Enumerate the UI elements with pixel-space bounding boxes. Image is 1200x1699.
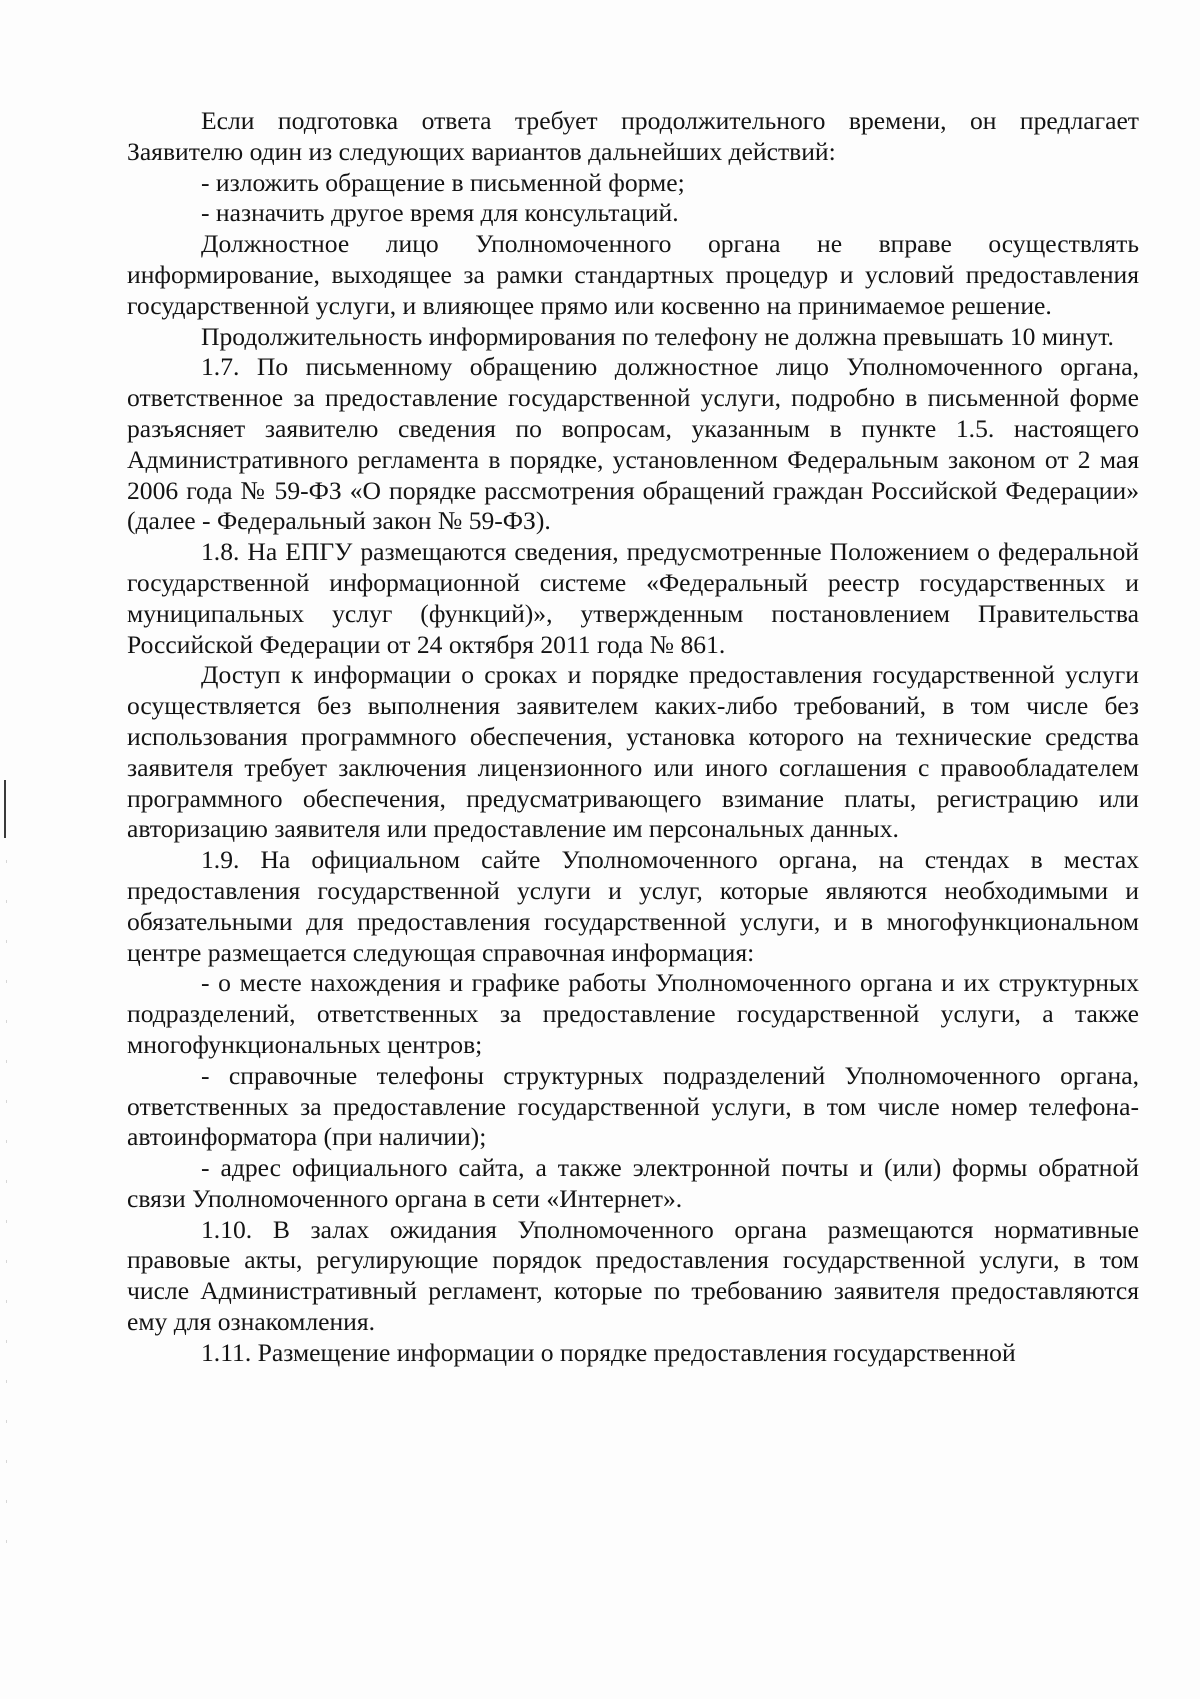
paragraph-1-7: 1.7. По письменному обращению должностное лицо Уполномоченного органа, ответственное за предоставление государственной услуги, подробно в письменной форме разъясняет заявителю сведения по вопросам, указанным в пункте 1.5. настоящего Административного регламента в порядке, установленном Федеральным законом от 2 мая 2006 года № 59-ФЗ «О порядке рассмотрения обращений граждан Российской Федерации» (далее - Федеральный закон № 59-ФЗ). [127,352,1139,536]
list-item-phones: - справочные телефоны структурных подразделений Уполномоченного органа, ответственных за предоставление государственной услуги, в том числе номер телефона-автоинформатора (при наличии); [127,1060,1139,1152]
document-body [127,106,1139,1369]
paragraph-access-info: Доступ к информации о сроках и порядке предоставления государственной услуги осуществляется без выполнения заявителем каких-либо требований, в том числе без использования программного обеспечения, установка которого на технические средства заявителя требует заключения лицензионного или иного соглашения с правообладателем программного обеспечения, предусматривающего взимание платы, регистрацию или авторизацию заявителя или предоставление им персональных данных. [127,660,1139,844]
list-item-other-time: - назначить другое время для консультаций. [201,198,679,228]
paragraph-consultation-time: Если подготовка ответа требует продолжительного времени, он предлагает Заявителю один из следующих вариантов дальнейших действий: [127,106,1139,166]
paragraph-1-11: 1.11. Размещение информации о порядке предоставления государственной [201,1337,1016,1367]
scan-edge-mark [4,780,6,838]
paragraph-1-9: 1.9. На официальном сайте Уполномоченного органа, на стендах в местах предоставления государственной услуги и услуг, которые являются необходимыми и обязательными для предоставления государственной услуги, и в многофункциональном центре размещается следующая справочная информация: [127,845,1139,967]
paragraph-1-10: 1.10. В залах ожидания Уполномоченного органа размещаются нормативные правовые акты, регулирующие порядок предоставления государственной услуги, в том числе Административный регламент, которые по требованию заявителя предоставляются ему для ознакомления. [127,1214,1139,1337]
paragraph-phone-duration: Продолжительность информирования по телефону не должна превышать 10 минут. [201,321,1114,351]
paragraph-official-restriction: Должностное лицо Уполномоченного органа не вправе осуществлять информирование, выходящее за рамки стандартных процедур и условий предоставления государственной услуги, и влияющее прямо или косвенно на принимаемое решение. [127,229,1139,320]
list-item-written-form: - изложить обращение в письменной форме; [201,167,685,197]
list-item-location-schedule: - о месте нахождения и графике работы Уполномоченного органа и их структурных подразделений, ответственных за предоставление государственной услуги, а также многофункциональных центров; [127,968,1139,1059]
scan-edge-dots [6,860,7,1560]
paragraph-1-8: 1.8. На ЕПГУ размещаются сведения, предусмотренные Положением о федеральной государственной информационной системе «Федеральный реестр государственных и муниципальных услуг (функций)», утвержденным постановлением Правительства Российской Федерации от 24 октября 2011 года № 861. [127,537,1139,659]
list-item-website-address: - адрес официального сайта, а также электронной почты и (или) формы обратной связи Уполномоченного органа в сети «Интернет». [127,1153,1139,1213]
